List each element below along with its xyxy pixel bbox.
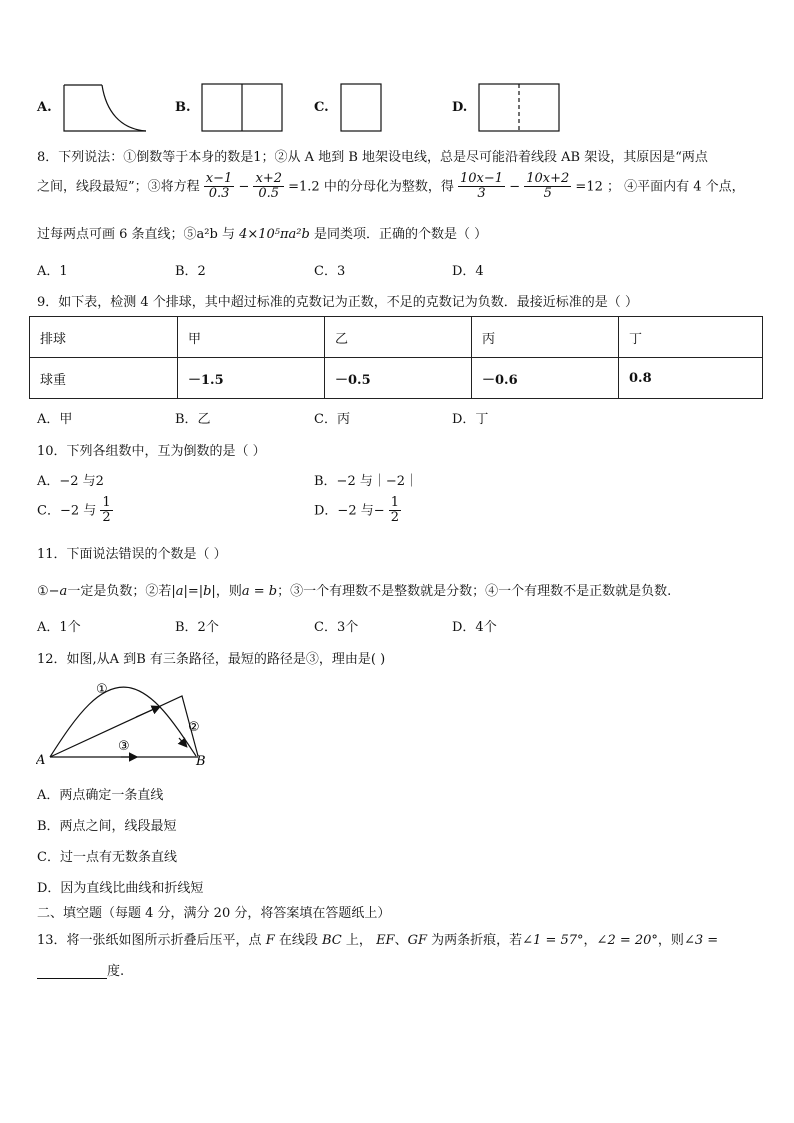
q11-body-2: ，则 [215, 584, 242, 599]
q9-option-a: A．甲 [37, 412, 73, 427]
q9-stem: 9．如下表，检测 4 个排球，其中超过标准的克数记为正数，不足的克数记为负数．最接近标准的是（ ） [37, 295, 638, 310]
q7-option-b-label: B. [175, 100, 191, 115]
q8-line2-post: ； ④平面内有 4 个点， [607, 179, 745, 195]
q11-body-3: ；③一个有理数不是整数就是分数；④一个有理数不是正数就是负数. [277, 584, 672, 599]
table-cell: 丁 [619, 317, 763, 358]
q13-text-5: ，则 [657, 933, 684, 948]
q12-label-2: ② [188, 720, 200, 735]
q10-option-d [314, 496, 401, 526]
q10-option-d-text: D．−2 与− [314, 503, 385, 519]
q13-text-2: 在线段 [278, 933, 318, 948]
q12-option-d: D．因为直线比曲线和折线短 [37, 881, 204, 896]
q12-label-a: A [36, 753, 46, 768]
q8-minus: − [238, 179, 250, 195]
q11-option-d: D．4个 [452, 620, 497, 635]
q13-math-gf: GF [407, 933, 427, 948]
q7-option-a-figure [62, 83, 148, 133]
q8-fraction-3: $\frac{10x-1}{3}$ [460, 171, 504, 202]
q9-option-b: B．乙 [175, 412, 211, 427]
q13-math-angle-3: ∠3 = [683, 933, 719, 948]
q10-option-c-fraction: $\frac{1}{2}$ [102, 495, 111, 526]
table-cell: －0.5 [325, 358, 472, 399]
q13-line-1 [37, 929, 718, 948]
q11-option-b: B．2个 [175, 620, 219, 635]
table-row [30, 358, 763, 399]
q8-line3-math: 4×10⁵πa²b [239, 227, 310, 242]
q12-option-c: C．过一点有无数条直线 [37, 850, 177, 865]
q8-line-3 [37, 223, 487, 242]
q13-text-1: 13．将一张纸如图所示折叠后压平，点 [37, 933, 262, 948]
section-2-title: 二、填空题（每题 4 分，满分 20 分，将答案填在答题纸上） [37, 906, 391, 921]
table-row [30, 317, 763, 358]
q7-option-d-figure [478, 83, 562, 133]
q8-fraction-4: $\frac{10x+2}{5}$ [526, 171, 570, 202]
q7-option-b-figure [201, 83, 285, 133]
q9-table [29, 316, 763, 399]
q11-math-2: |a|=|b| [171, 584, 216, 599]
q12-label-1: ① [96, 682, 108, 697]
q11-math-3: a = b [241, 584, 278, 599]
q8-eq-2: =12 [575, 179, 603, 195]
q8-option-b: B．2 [175, 264, 206, 279]
q9-option-c: C．丙 [314, 412, 350, 427]
q13-line-2 [37, 960, 124, 979]
q13-text-6: 度. [107, 964, 125, 979]
table-cell: －0.6 [472, 358, 619, 399]
q13-answer-blank[interactable] [37, 966, 107, 979]
q8-line2-pre: 之间，线段最短”；③将方程 [37, 179, 200, 195]
q8-fraction-1: $\frac{x-1}{0.3}$ [205, 171, 233, 202]
q13-sep: 、 [394, 933, 408, 948]
q8-option-d: D．4 [452, 264, 484, 279]
q8-line-2 [37, 172, 745, 202]
q13-math-ef: EF [376, 933, 395, 948]
q10-option-b: B．−2 与｜−2｜ [314, 474, 419, 489]
table-cell: 甲 [178, 317, 325, 358]
q10-option-c [37, 496, 113, 526]
q10-stem: 10．下列各组数中，互为倒数的是（ ） [37, 444, 266, 459]
q13-text-4: 为两条折痕，若 [431, 933, 523, 948]
q13-math-f: F [265, 933, 275, 948]
q13-comma: ， [583, 933, 597, 948]
q10-option-c-text: C．−2 与 [37, 503, 97, 519]
q11-body-pre: ① [37, 584, 49, 599]
table-cell: 丙 [472, 317, 619, 358]
q12-option-b: B．两点之间，线段最短 [37, 819, 177, 834]
q12-path-diagram [36, 676, 216, 768]
table-cell: 排球 [30, 317, 178, 358]
q12-option-a: A．两点确定一条直线 [37, 788, 164, 803]
q10-option-a: A．−2 与2 [37, 474, 104, 489]
q7-option-c-label: C. [314, 100, 329, 115]
q11-body-1: 一定是负数；②若 [67, 584, 172, 599]
q11-body [37, 580, 671, 599]
table-cell: 乙 [325, 317, 472, 358]
q8-option-c: C．3 [314, 264, 346, 279]
q8-fraction-2: $\frac{x+2}{0.5}$ [255, 171, 282, 202]
q13-math-angle-1: ∠1 = 57° [522, 933, 584, 948]
q11-math-1: −a [48, 584, 68, 599]
q7-option-a-label: A. [37, 100, 52, 115]
q8-eq-1: =1.2 [288, 179, 320, 195]
q8-line3-pre: 过每两点可画 6 条直线；⑤a²b 与 [37, 227, 235, 242]
q13-math-bc: BC [322, 933, 342, 948]
q12-label-3: ③ [118, 739, 130, 754]
q9-option-d: D．丁 [452, 412, 489, 427]
q8-option-a: A．1 [37, 264, 68, 279]
q10-option-d-fraction: $\frac{1}{2}$ [390, 495, 400, 526]
q11-stem: 11．下面说法错误的个数是（ ） [37, 547, 227, 562]
q8-line3-post: 是同类项．正确的个数是（ ） [313, 227, 488, 242]
q8-line2-mid: 中的分母化为整数，得 [323, 179, 454, 195]
q7-option-c-figure [340, 83, 384, 133]
q12-stem: 12．如图,从A 到B 有三条路径，最短的路径是③，理由是( ) [37, 652, 386, 667]
q11-option-a: A．1个 [37, 620, 81, 635]
q13-math-angle-2: ∠2 = 20° [596, 933, 658, 948]
table-cell: 0.8 [619, 358, 763, 399]
q8-line-1: 8．下列说法：①倒数等于本身的数是1；②从 A 地到 B 地架设电线，总是尽可能沿着线段 AB 架设，其原因是“两点 [37, 150, 708, 165]
q11-option-c: C．3个 [314, 620, 359, 635]
q8-minus-2: − [509, 179, 521, 195]
table-cell: －1.5 [178, 358, 325, 399]
q13-text-3: 上， [345, 933, 372, 948]
table-cell: 球重 [30, 358, 178, 399]
q7-option-d-label: D. [452, 100, 468, 115]
q12-label-b: B [196, 754, 206, 768]
